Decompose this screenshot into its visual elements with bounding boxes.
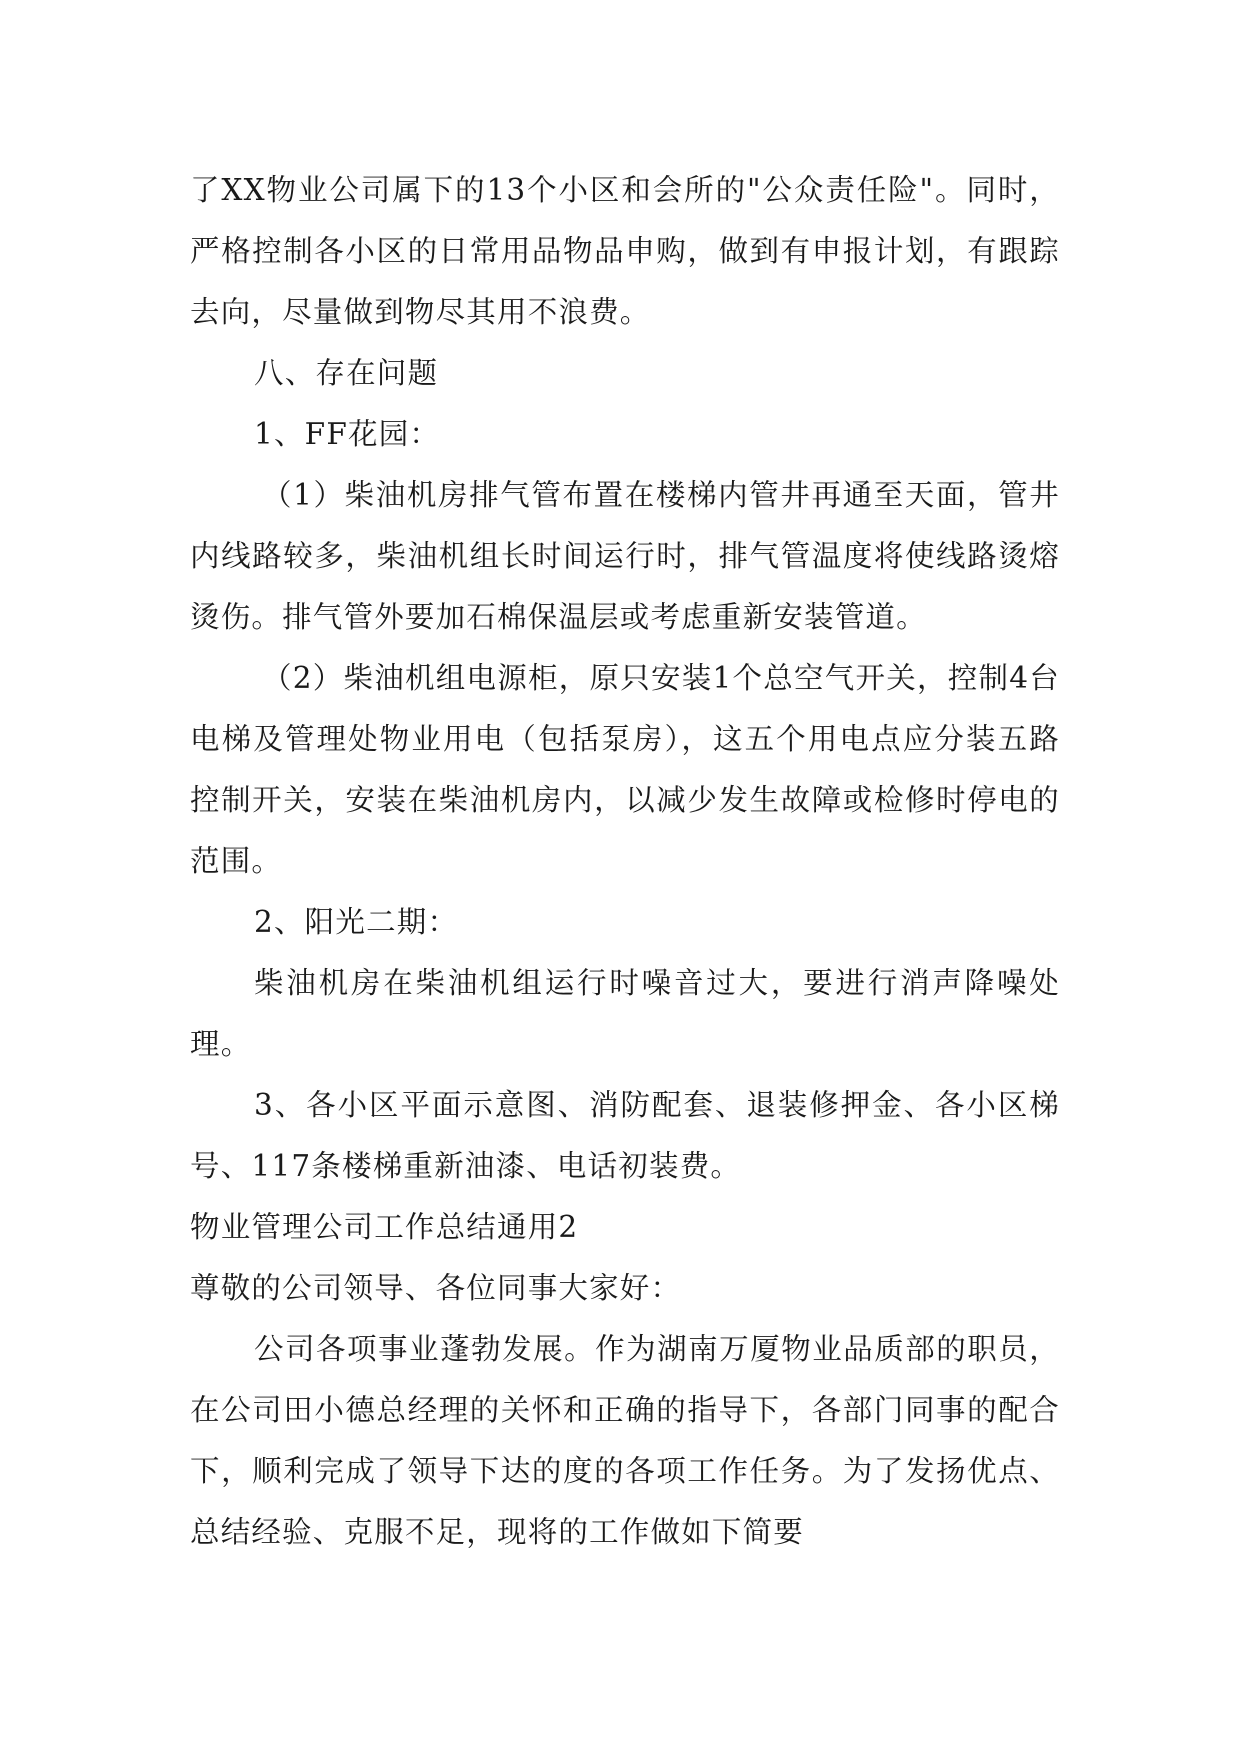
subheading-ff-garden: 1、FF花园： — [254, 417, 441, 451]
paragraph-introduction: 公司各项事业蓬勃发展。作为湖南万厦物业品质部的职员，在公司田小德总经理的关怀和正确的指导下，各部门同事的配合下，顺利完成了领导下达的度的各项工作任务。为了发扬优点、总结经验、克服不足，现将的工作做如下简要 — [190, 1332, 1060, 1549]
salutation: 尊敬的公司领导、各位同事大家好： — [190, 1271, 682, 1305]
paragraph-exhaust-pipe-issue: （1）柴油机房排气管布置在楼梯内管井再通至天面，管井内线路较多，柴油机组长时间运行时，排气管温度将使线路烫熔烫伤。排气管外要加石棉保温层或考虑重新安装管道。 — [190, 478, 1060, 634]
section-heading-existing-problems: 八、存在问题 — [254, 356, 439, 390]
paragraph-community-items: 3、各小区平面示意图、消防配套、退装修押金、各小区梯号、117条楼梯重新油漆、电话初装费。 — [190, 1088, 1060, 1183]
document-title-summary-2: 物业管理公司工作总结通用2 — [190, 1210, 579, 1244]
paragraph-insurance-procurement: 了XX物业公司属下的13个小区和会所的"公众责任险"。同时，严格控制各小区的日常用品物品申购，做到有申报计划，有跟踪去向，尽量做到物尽其用不浪费。 — [190, 173, 1060, 329]
paragraph-generator-noise: 柴油机房在柴油机组运行时噪音过大，要进行消声降噪处理。 — [190, 966, 1060, 1061]
subheading-sunshine-phase-two: 2、阳光二期： — [254, 905, 459, 939]
document-body — [190, 160, 1060, 1563]
paragraph-power-cabinet-issue: （2）柴油机组电源柜，原只安装1个总空气开关，控制4台电梯及管理处物业用电（包括泵房），这五个用电点应分装五路控制开关，安装在柴油机房内，以减少发生故障或检修时停电的范围。 — [190, 661, 1060, 878]
